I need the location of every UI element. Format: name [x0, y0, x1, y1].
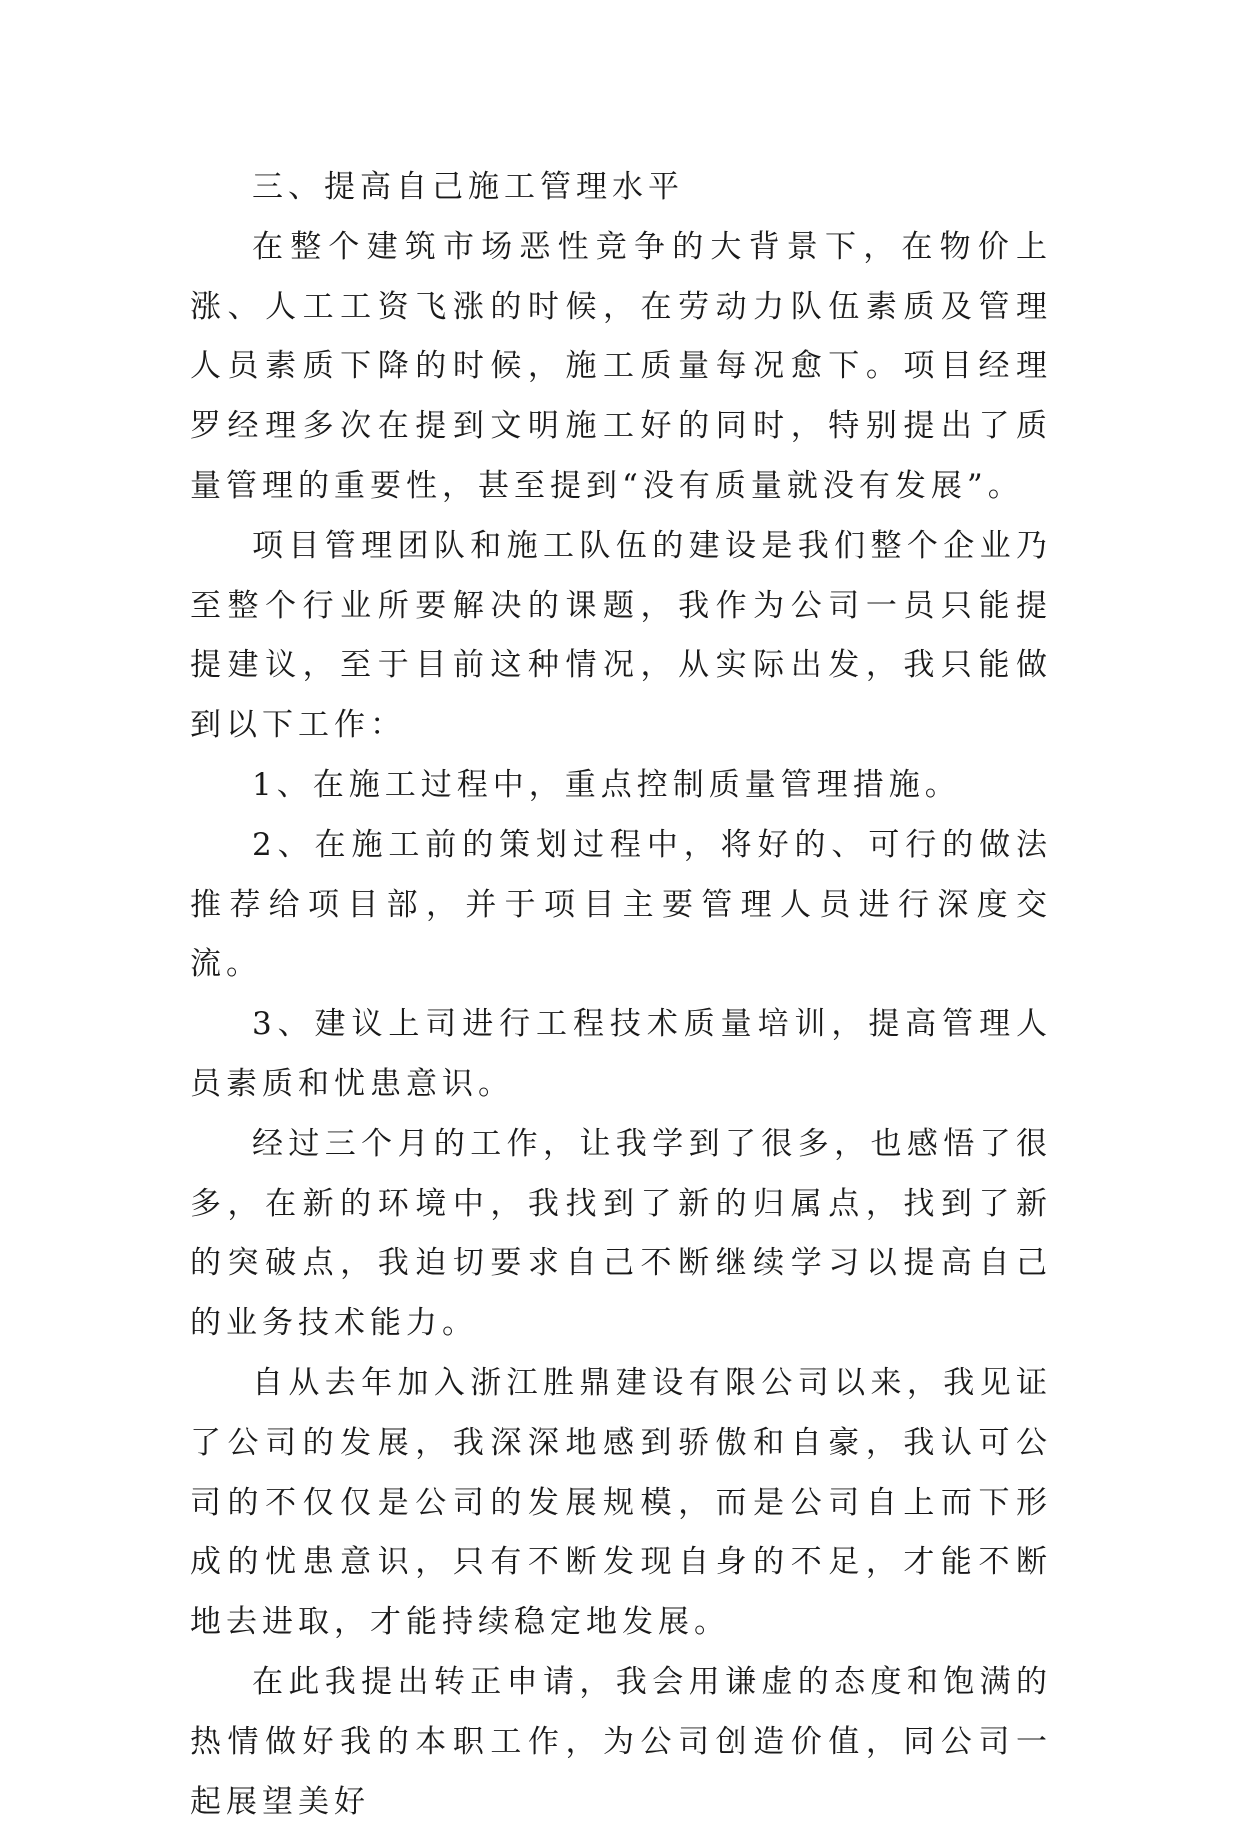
paragraph: 在此我提出转正申请，我会用谦虚的态度和饱满的热情做好我的本职工作，为公司创造价值，同公司一起展望美好: [190, 1663, 1052, 1820]
paragraph: 项目管理团队和施工队伍的建设是我们整个企业乃至整个行业所要解决的课题，我作为公司一员只能提提建议，至于目前这种情况，从实际出发，我只能做到以下工作：: [190, 527, 1052, 744]
document-body: [190, 158, 1052, 1832]
list-item: 2、在施工前的策划过程中，将好的、可行的做法推荐给项目部，并于项目主要管理人员进行深度交流。: [190, 826, 1052, 983]
paragraph: 在整个建筑市场恶性竞争的大背景下，在物价上涨、人工工资飞涨的时候，在劳动力队伍素质及管理人员素质下降的时候，施工质量每况愈下。项目经理罗经理多次在提到文明施工好的同时，特别提出了质量管理的重要性，甚至提到“没有质量就没有发展”。: [190, 228, 1052, 504]
paragraph: 自从去年加入浙江胜鼎建设有限公司以来，我见证了公司的发展，我深深地感到骄傲和自豪，我认可公司的不仅仅是公司的发展规模，而是公司自上而下形成的忧患意识，只有不断发现自身的不足，才能不断地去进取，才能持续稳定地发展。: [190, 1364, 1052, 1641]
list-item: 1、在施工过程中，重点控制质量管理措施。: [252, 766, 961, 803]
section-heading: 三、提高自己施工管理水平: [252, 169, 684, 205]
list-item: 3、建议上司进行工程技术质量培训，提高管理人员素质和忧患意识。: [190, 1006, 1052, 1102]
paragraph: 经过三个月的工作，让我学到了很多，也感悟了很多，在新的环境中，我找到了新的归属点，找到了新的突破点，我迫切要求自己不断继续学习以提高自己的业务技术能力。: [190, 1125, 1052, 1342]
